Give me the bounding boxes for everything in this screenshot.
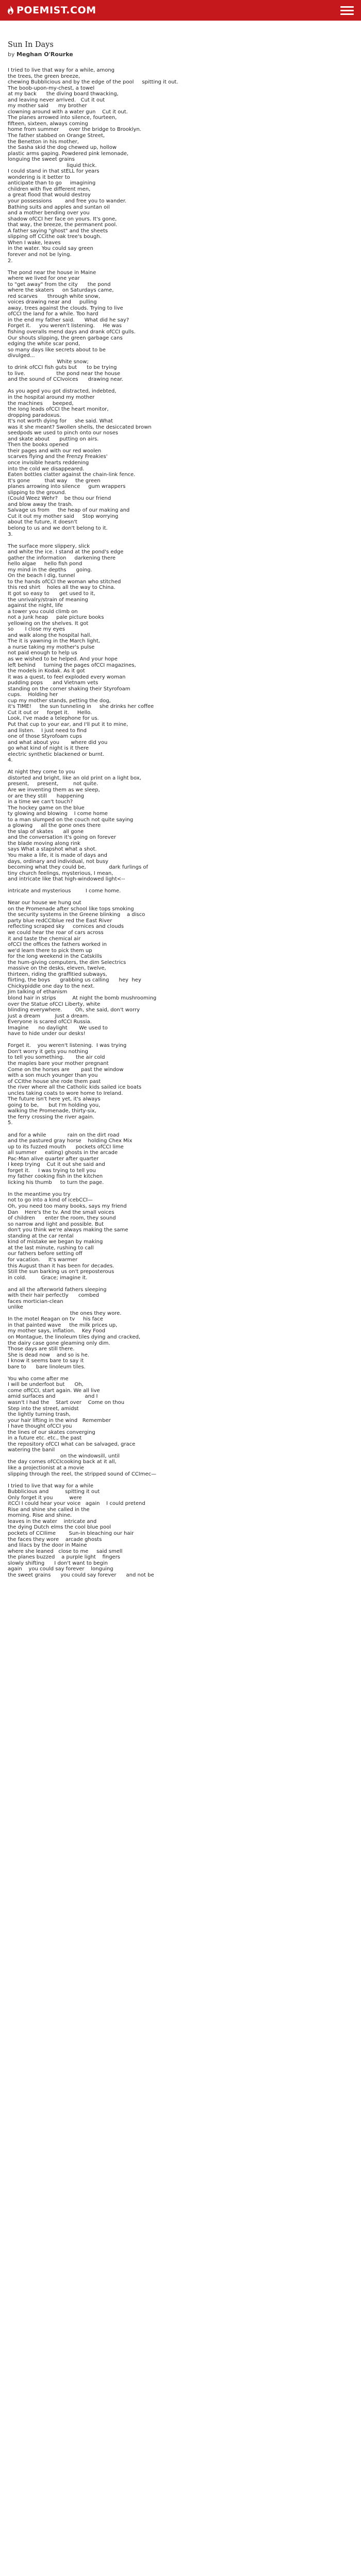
poem-line: at my back the diving board thwacking, xyxy=(8,91,119,97)
stanza xyxy=(8,544,353,764)
poem-line: and the pastured gray horse holding Chex Mix xyxy=(8,1138,133,1144)
poem-line: I have thought ofCCI you xyxy=(8,1423,72,1430)
poem-line: the ones they wore. xyxy=(8,1310,122,1316)
poem-line: The it is yawning in the March light, xyxy=(8,638,100,645)
poem-line: Dan Here's the tv. And the small voices xyxy=(8,1209,114,1215)
poem-line: gather the information darkening there xyxy=(8,555,116,561)
poem-line: I will be underfoot but Oh, xyxy=(8,1382,84,1388)
poem-line: come offCCI, start again. We all live xyxy=(8,1387,100,1394)
poem-line: the planes buzzed a purple light fingers xyxy=(8,1554,121,1561)
poem-title: Sun In Days xyxy=(8,41,54,49)
poem-line: their pages and with our red woolen xyxy=(8,448,102,454)
author-link[interactable]: Meghan O'Rourke xyxy=(17,51,73,58)
poem-line: Step into the street, amidst xyxy=(8,1405,79,1412)
poem-line: in a time we can't touch? xyxy=(8,799,73,805)
poem-line: and skate about putting on airs. xyxy=(8,436,99,442)
poem-line: fishing overalls mend days and drank ofCCI gulls. xyxy=(8,329,136,335)
poem-line: bare to bare linoleum tiles. xyxy=(8,1364,86,1370)
menu-bar xyxy=(340,10,354,11)
poem-line: in cold. Grace; imagine it. xyxy=(8,1275,88,1281)
poem-line: walking the Promenade, thirty-six, xyxy=(8,1108,96,1114)
poem-line: In the motel Reagan on tv his face xyxy=(8,1316,103,1323)
poem-line: anticipate than to go imagining xyxy=(8,180,96,187)
poem-line: into the cold we disappeared. xyxy=(8,466,85,472)
poem-line: days, ordinary and individual, not busy xyxy=(8,858,109,865)
by-label: by xyxy=(8,51,15,58)
poem-line: Bubblicious and spitting it out xyxy=(8,1489,100,1495)
poem-line: and listen. I just need to find xyxy=(8,727,87,734)
poem-line: and a mother bending over you xyxy=(8,210,90,216)
poem-line: As you aged you got distracted, indebted, xyxy=(8,388,117,395)
poem-line: and the conversation it's going on forever xyxy=(8,835,116,841)
stanza xyxy=(8,1132,353,1186)
menu-bar xyxy=(340,6,354,8)
poem-line: like a projectionist at a movie xyxy=(8,1465,84,1471)
poem-line: a tower you could climb on xyxy=(8,608,78,615)
poem-line: and blow away the trash. xyxy=(8,501,73,507)
poem-line: distorted and bright, like an old print on a light box, xyxy=(8,775,141,781)
poem-line: Eaten bottles clatter against the chain-link fence. xyxy=(8,472,136,478)
poem-line: on the Promenade after school like tops smoking xyxy=(8,906,134,912)
poem-line: dropping paradoxus. xyxy=(8,412,61,418)
poem-line: it's TIME! the sun tunneling in she drinks her coffee xyxy=(8,704,154,710)
flame-icon xyxy=(7,6,14,14)
poem-line: intricate and mysterious I come home. xyxy=(8,888,121,894)
poem-line: the hum-giving computers, the dim Selectrics xyxy=(8,959,126,965)
poem-line: fifteen, sixteen, always coming xyxy=(8,121,88,127)
poem-line: and all the afterworld fathers sleeping xyxy=(8,1286,107,1293)
poem-line: we'd learn there to pick them up xyxy=(8,947,92,954)
poem-line: Pac-Man alive quarter after quarter xyxy=(8,1156,99,1162)
poem-line: with their hair perfectly combed xyxy=(8,1293,100,1299)
poem-line: children with five different men, xyxy=(8,186,91,192)
poem-line: present, present, not quite. xyxy=(8,781,99,787)
poem-line: and leaving never arrived. Cut it out xyxy=(8,97,105,103)
poem-line: The hockey game on the blue xyxy=(8,805,85,811)
poem-line: Rise and shine she called in the xyxy=(8,1506,90,1513)
poem-line: the unrivalry/strain of meaning xyxy=(8,597,88,603)
poem-line: the ferry crossing the river again. xyxy=(8,1114,94,1120)
poem-line: don't you think we're always making the same xyxy=(8,1227,128,1233)
menu-bar xyxy=(340,13,354,15)
poem-line: the dairy case gone gleaming only dim. xyxy=(8,1340,110,1346)
poem-line: 2. xyxy=(8,258,13,264)
poem-line: The pond near the house in Maine xyxy=(8,269,96,276)
poem-line: the models in Kodak. As it got xyxy=(8,668,85,674)
poem-line: Jim talking of ethanism xyxy=(8,989,68,995)
poem-line: (Could Weez Wehr? be thou our friend xyxy=(8,496,111,502)
poem-line: in the water. You could say green xyxy=(8,246,93,252)
poem-line: where the skaters on Saturdays came, xyxy=(8,287,114,294)
poem-line: it and taste the chemical air xyxy=(8,936,81,942)
poem-line: to a man slumped on the couch not quite saying xyxy=(8,817,134,823)
poem-line: Forget it. you weren't listening. I was trying xyxy=(8,1043,127,1049)
poem-line: blond hair in strips At night the bomb mushrooming xyxy=(8,995,157,1002)
stanza xyxy=(8,1483,353,1579)
poem-line: 4. xyxy=(8,757,13,764)
poem-container xyxy=(8,25,353,1584)
poem-line: At night they come to you xyxy=(8,769,75,775)
poem-line: pudding pops and Vietnam vets xyxy=(8,680,99,686)
poem-line: the lightly turning trash, xyxy=(8,1412,71,1418)
poem-line: and the sound of CCIvoices drawing near. xyxy=(8,377,123,383)
poem-line: White snow; xyxy=(8,359,89,365)
poem-line: Are we inventing them as we sleep, xyxy=(8,787,100,793)
poem-line: so narrow and light and possible. But xyxy=(8,1221,104,1227)
poem-line: the security systems in the Greene blinking a disco xyxy=(8,912,145,918)
poem-line: and for a while rain on the dirt road xyxy=(8,1132,120,1138)
poem-line: She is dead now and so is he. xyxy=(8,1352,90,1358)
poem-line: and lilacs by the door in Maine xyxy=(8,1543,87,1549)
poem-line: just a dream Just a dream. xyxy=(8,1013,89,1019)
poem-line: I know it seems bare to say it xyxy=(8,1358,84,1364)
poem-line: on the windowsill, until xyxy=(8,1453,120,1459)
poem-line: against the night, life xyxy=(8,603,63,609)
poem-line: It's not worth dying for she said. What xyxy=(8,418,113,425)
poem-line: the day comes ofCCIcooking back at it all, xyxy=(8,1459,117,1465)
poem-line: left behind turning the pages ofCCI magazines, xyxy=(8,662,136,668)
byline xyxy=(8,51,353,58)
poem-line: your possessions and free you to wander. xyxy=(8,198,127,205)
poem-line: away, trees against the clouds. Trying to live xyxy=(8,305,123,311)
poem-line: I keep trying Cut it out she said and xyxy=(8,1162,105,1168)
poem-line: The surface more slippery, slick xyxy=(8,543,90,549)
poem-line: Cut it out or forget it. Hello. xyxy=(8,709,92,716)
poem-line: On the beach I dig, tunnel xyxy=(8,573,75,579)
hamburger-menu-icon[interactable] xyxy=(340,4,354,16)
poem-line: leaves in the water intricate and xyxy=(8,1518,97,1524)
poem-line: When I wake, leaves xyxy=(8,240,61,246)
poem-line: Chickypiddle one day to the next. xyxy=(8,983,95,989)
poem-line: the long leads ofCCI the heart monitor, xyxy=(8,406,109,413)
poem-line: ofCCI the offices the fathers worked in xyxy=(8,942,107,948)
poem-line: wasn't I had the Start over Come on thou xyxy=(8,1399,125,1405)
poem-line: A father saying "ghost" and the sheets xyxy=(8,228,108,234)
poem-line: the sweet grains you could say forever and not be xyxy=(8,1572,154,1578)
poem-line: I tried to live that way for a while, among xyxy=(8,67,115,73)
poem-line: The boob-upon-my-chest, a towel xyxy=(8,85,95,91)
poem-line: You make a life, it is made of days and xyxy=(8,853,107,858)
poem-line: I could stand in that stELL for years xyxy=(8,168,100,175)
poem-line: Then the books opened xyxy=(8,442,69,448)
poem-line: kind of mistake we began by making xyxy=(8,1239,103,1245)
poem-line: slipping to the ground. xyxy=(8,489,67,496)
stanza xyxy=(8,888,353,894)
poem-line: in that painted wave the milk prices up, xyxy=(8,1322,118,1328)
poem-line: blinding everywhere. Oh, she said, don't worry xyxy=(8,1007,140,1013)
poem-line: Look, I've made a telephone for us. xyxy=(8,716,99,722)
poem-line: liquid thick. xyxy=(8,162,97,168)
poem-line: a great flood that would destroy xyxy=(8,192,91,198)
poem-line: the repository ofCCI what can be salvaged, grace xyxy=(8,1441,136,1447)
poem-line: the Sasha skid the dog chewed up, hollow xyxy=(8,145,117,151)
poem-line: massive on the desks, eleven, twelve, xyxy=(8,965,106,972)
poem-line: my mind in the depths going. xyxy=(8,567,92,573)
poem-line: clowning around with a water gun Cut it out. xyxy=(8,109,128,115)
poem-line: Cut it out my mother said Stop worrying xyxy=(8,513,119,519)
poem-line: planes arrowing into silence gum wrappers xyxy=(8,484,126,490)
poem-line: not a junk heap pale picture books xyxy=(8,615,104,621)
poem-line: plastic arms gaping. Powdered pink lemonade, xyxy=(8,150,129,157)
poem-line: says What a stapshot what a shot. xyxy=(8,846,97,853)
poem-line: slipping off CCithe oak tree's bough. xyxy=(8,234,102,240)
poem-line: was it she meant? Swollen shells, the desiccated brown xyxy=(8,424,152,430)
poem-line: one of those Styrofoam cups xyxy=(8,734,82,740)
poem-line: forget it. I was trying to tell you xyxy=(8,1167,96,1174)
poem-line: the maples bare your mother pregnant xyxy=(8,1061,109,1066)
poem-line: to the hands ofCCI the woman who stitched xyxy=(8,579,121,585)
poem-line: standing at the car rental xyxy=(8,1233,74,1239)
poem-line: Those days are still there. xyxy=(8,1346,75,1352)
poem-line: once invisible hearts reddening xyxy=(8,460,89,466)
poem-line: longuing the sweet grains xyxy=(8,157,75,163)
poem-line: tiny church feelings, mysterious, I mean, xyxy=(8,870,113,876)
poem-line: the river where all the Catholic kids sailed ice boats xyxy=(8,1084,142,1091)
poem-line: Near our house we hung out xyxy=(8,900,81,906)
poem-line: to drink ofCCI fish guts but to be trying xyxy=(8,365,117,371)
poem-line: the lines of our skates converging xyxy=(8,1429,95,1435)
poem-line: voices drawing near and pulling xyxy=(8,299,97,306)
poem-line: 5. xyxy=(8,1120,13,1126)
poem-line: In the meantime you try xyxy=(8,1191,71,1197)
poem-line: on Montague, the linoleum tiles dying and cracked, xyxy=(8,1334,141,1341)
poem-line: not to go into a kind of icebCCI— xyxy=(8,1197,93,1204)
logo-text: POEMIST.COM xyxy=(17,5,96,16)
poem-line: and intricate like that high-windowed light<-- xyxy=(8,876,125,883)
poem-line: shadow ofCCI her face on yours. It's gone, xyxy=(8,216,117,222)
poem-line: Forget it. you weren't listening. He was xyxy=(8,323,122,329)
poem-line: seedpods we used to pinch onto our noses xyxy=(8,430,118,436)
site-logo[interactable] xyxy=(7,5,96,16)
poem-line: pockets of CCIlime Sun-in bleaching our hair xyxy=(8,1530,134,1536)
poem-line: have to hide under our desks! xyxy=(8,1031,86,1037)
poem-line: forever and not be lying. xyxy=(8,251,72,258)
poem-line: or are they still happening xyxy=(8,793,84,799)
poem-line: my mother said my brother xyxy=(8,103,87,109)
poem-line: so I close my eyes xyxy=(8,626,65,633)
poem-line: in the hospital around my mother xyxy=(8,394,95,400)
poem-line: becoming what they could be, dark furlings of xyxy=(8,865,148,871)
poem-line: The future isn't here yet, it's always xyxy=(8,1096,101,1103)
poem-line: electric synthetic blackened or burnt. xyxy=(8,751,105,757)
poem-line: Put that cup to your ear, and I'll put it to mine, xyxy=(8,722,128,728)
poem-line: my father cooking fish in the kitchen xyxy=(8,1174,103,1180)
poem-line: the slap of skates all gone xyxy=(8,828,84,835)
poem-line: wondering is it better to xyxy=(8,174,70,180)
poem-line: Don't worry it gets you nothing xyxy=(8,1048,88,1055)
poem-line: where she leaned close to me said smell xyxy=(8,1548,123,1554)
poem-line: not paid enough to help us xyxy=(8,650,77,656)
poem-line: faces mortician-clean xyxy=(8,1298,63,1304)
poem-line: over the Statue ofCCI Liberty, white xyxy=(8,1001,101,1007)
poem-line: 3. xyxy=(8,531,13,537)
poem-line: to live. the pond near the house xyxy=(8,370,120,377)
poem-line: and white the ice. I stand at the pond's edge xyxy=(8,549,124,555)
site-header xyxy=(0,0,361,21)
poem-line: the dying Dutch elms the cool blue pool xyxy=(8,1524,111,1531)
poem-line: for vacation. It's warmer xyxy=(8,1257,78,1263)
poem-line: to tell you something. the air cold xyxy=(8,1055,105,1061)
poem-line: You who come after me xyxy=(8,1376,69,1382)
poem-line: slipping through the reel, the stripped sound of CCImec— xyxy=(8,1471,157,1477)
poem-line: Bathing suits and apples and suntan oil xyxy=(8,204,110,210)
poem-line: go what kind of night is it there xyxy=(8,745,89,752)
stanza xyxy=(8,1376,353,1477)
poem-line: standing on the corner shaking their Styrofoam xyxy=(8,686,130,692)
poem-line: divulged... xyxy=(8,353,35,359)
poem-line: about the future, it doesn't xyxy=(8,519,77,526)
poem-line: ty glowing and blowing I come home xyxy=(8,811,108,817)
poem-line: slowly shifting I don't want to begin xyxy=(8,1560,108,1566)
poem-line: this August than it has been for decades. xyxy=(8,1263,114,1269)
poem-line: it was a quest, to feel exploded every woman xyxy=(8,674,126,680)
stanza xyxy=(8,1287,353,1370)
poem-line: for the long weekend in the Catskills xyxy=(8,954,102,960)
stanza xyxy=(8,270,353,383)
poem-line: a nurse taking my mother's pulse xyxy=(8,644,95,650)
poem-line: chewing Bubblicious and by the edge of the pool spitting it out. xyxy=(8,79,178,86)
poem-line: Still the sun barking us on't preposterous xyxy=(8,1269,114,1275)
poem-line: flirting, the boys grabbing us calling hey hey xyxy=(8,977,141,984)
poem-line: Only forget it you were xyxy=(8,1495,82,1501)
poem-line: where we lived for one year xyxy=(8,276,80,282)
poem-line: the machines beeped, xyxy=(8,400,74,406)
poem-line: I tried to live that way for a while xyxy=(8,1483,93,1489)
poem-line: we could hear the roar of cars across xyxy=(8,930,104,936)
poem-line: amid surfaces and and I xyxy=(8,1394,98,1400)
poem-line: Everyone is scared ofCCI Russia. xyxy=(8,1019,92,1025)
poem-line: watering the banil xyxy=(8,1447,55,1453)
poem-line: this red shirt holes all the way to China. xyxy=(8,585,116,591)
poem-line: that way, the breeze, the permanent pool. xyxy=(8,222,118,228)
poem-line: It got so easy to get used to it, xyxy=(8,590,95,597)
poem-line: our fathers before setting off xyxy=(8,1251,83,1257)
stanza xyxy=(8,67,353,264)
stanza xyxy=(8,1192,353,1281)
poem-line: ofCCI the land for a while. Too hard xyxy=(8,311,99,317)
poem-line: Oh, you need too many books, says my friend xyxy=(8,1204,127,1210)
poem-line: the Benetton in his mother, xyxy=(8,139,79,145)
poem-line: the blade moving along rink xyxy=(8,840,80,846)
poem-line: Our shouts slipping, the green garbage cans xyxy=(8,335,123,341)
poem-line: going to be, but I'm holding you, xyxy=(8,1102,101,1108)
poem-line: uncles taking coats to wore home to Ireland. xyxy=(8,1090,123,1096)
poem-line: cups. Holding her xyxy=(8,692,58,698)
stanza xyxy=(8,900,353,1037)
stanza xyxy=(8,769,353,882)
poem-line: hello algae hello fish pond xyxy=(8,561,83,567)
poem-line: at the last minute, rushing to call xyxy=(8,1245,94,1251)
poem-line: cup my mother stands, petting the dog, xyxy=(8,698,111,704)
poem-line: all summer eating) ghosts in the arcade xyxy=(8,1150,118,1156)
poem-line: of CCIthe house she rode them past xyxy=(8,1078,101,1084)
poem-line: The father stabbed on Orange Street, xyxy=(8,133,105,139)
poem-line: and what about you where did you xyxy=(8,739,108,745)
poem-line: in the end my father said. What did he say? xyxy=(8,317,129,323)
poem-line: The planes arrowed into silence, fourteen, xyxy=(8,115,117,121)
poem-line: as we wished to be helped. And your hope xyxy=(8,656,118,662)
poem-line: thirteen, riding the graffitied subways, xyxy=(8,971,107,977)
poem-line: home from summer over the bridge to Brooklyn. xyxy=(8,127,141,133)
poem-line: in a future etc. etc., the past xyxy=(8,1435,82,1442)
poem-line: Salvage us from the heap of our making and xyxy=(8,507,130,514)
poem-line: to "get away" from the city the pond xyxy=(8,281,111,287)
poem-line: my mother says, inflation. Key Food xyxy=(8,1328,106,1334)
poem-line: Come on the horses are past the window xyxy=(8,1066,124,1073)
poem-line: morning. Rise and shine. xyxy=(8,1513,72,1519)
poem-line: Imagine no daylight We used to xyxy=(8,1025,108,1031)
poem-line: your hair lifting in the wind Remember xyxy=(8,1417,111,1423)
poem-line: so many days like secrets about to be xyxy=(8,347,106,353)
poem-line: reflecting scraped sky cornices and clouds xyxy=(8,924,124,930)
stanza xyxy=(8,388,353,537)
poem-line: licking his thumb to turn the page. xyxy=(8,1179,104,1185)
poem-line: with a son much younger than you xyxy=(8,1073,98,1079)
poem-line: again you could say forever longuing xyxy=(8,1566,113,1572)
poem-line: a glowing all the gone ones there xyxy=(8,823,101,829)
poem-line: unlike xyxy=(8,1304,23,1311)
poem-line: belong to us and we don't belong to it. xyxy=(8,526,108,532)
poem-line: of children enter the room, they sound xyxy=(8,1215,116,1222)
poem-line: It's gone that way the green xyxy=(8,478,101,484)
poem-line: yellowing on the shelves. It got xyxy=(8,620,89,626)
poem-body xyxy=(8,67,353,1578)
poem-line: itCCI I could hear your voice again I could pretend xyxy=(8,1501,145,1507)
poem-line: up to its fuzzed mouth pockets ofCCI lime xyxy=(8,1144,124,1150)
poem-line: red scarves through white snow, xyxy=(8,293,100,299)
poem-line: and walk along the hospital hall. xyxy=(8,632,92,638)
poem-line: party blue redCCIblue red the East River xyxy=(8,918,112,924)
stanza xyxy=(8,1043,353,1126)
poem-line: edging the white scar pond, xyxy=(8,341,80,347)
poem-line: scarves flying and the Frenzy Freakies' xyxy=(8,454,108,460)
poem-line: the faces they wore arcade ghosts xyxy=(8,1536,102,1543)
poem-line: the trees, the green breeze, xyxy=(8,73,80,79)
